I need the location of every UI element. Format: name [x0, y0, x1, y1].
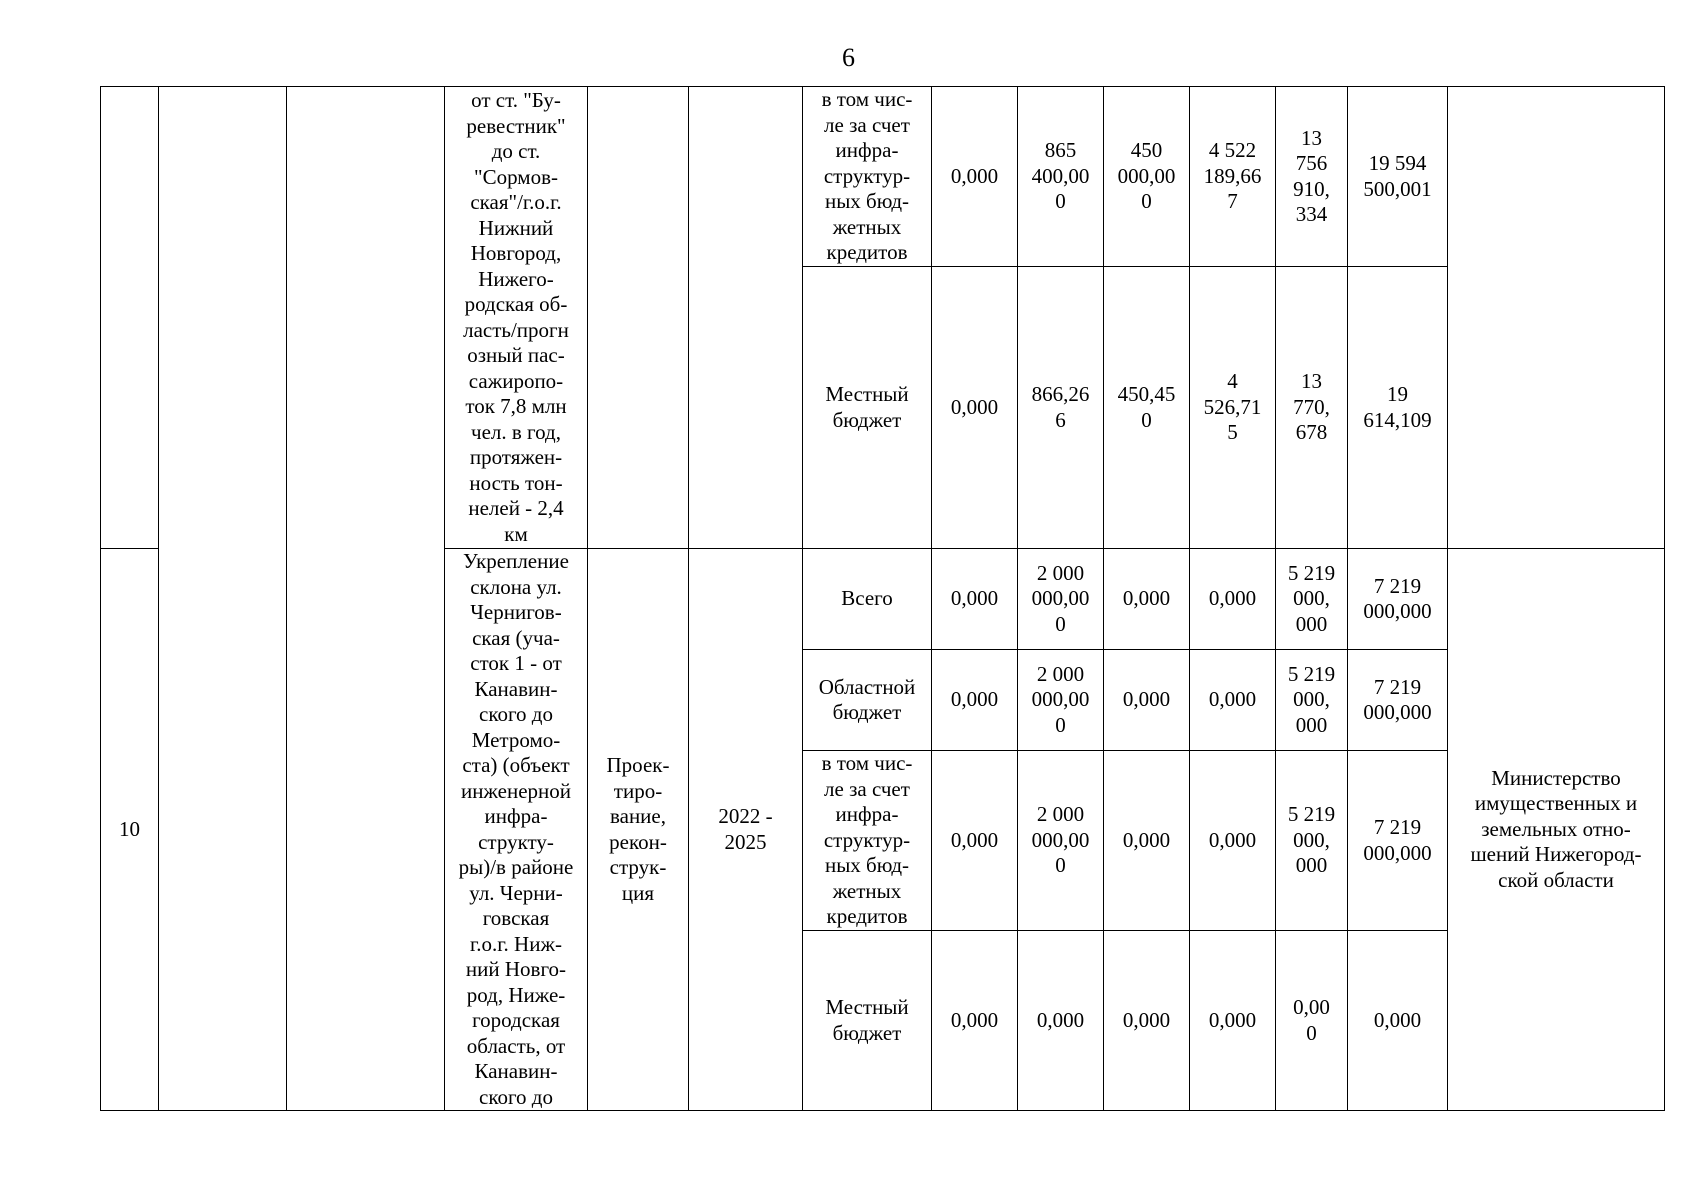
responsible-organization: Министерство имущественных и земельных отно- шений Нижегород- ской области: [1448, 549, 1665, 1111]
period-cell-prev: [689, 87, 803, 549]
responsible-cell-prev: [1448, 87, 1665, 549]
empty-cell-col2: [159, 87, 287, 1111]
value-cell: 5 219 000, 000: [1276, 650, 1348, 751]
work-type-cell-prev: [588, 87, 689, 549]
value-cell: 4 526,71 5: [1190, 267, 1276, 549]
value-cell: 0,000: [1104, 751, 1190, 931]
funding-source: Областной бюджет: [803, 650, 932, 751]
total-cell: 7 219 000,000: [1348, 751, 1448, 931]
total-cell: 19 594 500,001: [1348, 87, 1448, 267]
value-cell: 450 000,00 0: [1104, 87, 1190, 267]
value-cell: 0,000: [932, 87, 1018, 267]
value-cell: 0,000: [1104, 650, 1190, 751]
value-cell: 0,000: [1190, 751, 1276, 931]
funding-source: Всего: [803, 549, 932, 650]
value-cell: 0,000: [932, 931, 1018, 1111]
period-cell: 2022 - 2025: [689, 549, 803, 1111]
value-cell: 2 000 000,00 0: [1018, 650, 1104, 751]
value-cell: 0,000: [1104, 931, 1190, 1111]
total-cell: 0,000: [1348, 931, 1448, 1111]
object-description-prev: от ст. "Бу- ревестник" до ст. "Сормов- ская"/г.о.г. Нижний Новгород, Нижего- родская об- ласть/прогн озный пас- сажиропо- ток 7,8 млн чел. в год, протяжен- ность тон- нелей - 2,4 км: [445, 87, 588, 549]
value-cell: 0,000: [1190, 549, 1276, 650]
value-cell: 2 000 000,00 0: [1018, 549, 1104, 650]
funding-source: Местный бюджет: [803, 267, 932, 549]
total-cell: 7 219 000,000: [1348, 549, 1448, 650]
total-cell: 7 219 000,000: [1348, 650, 1448, 751]
value-cell: 5 219 000, 000: [1276, 751, 1348, 931]
budget-table: [100, 86, 1665, 1111]
value-cell: 450,45 0: [1104, 267, 1190, 549]
value-cell: 13 756 910, 334: [1276, 87, 1348, 267]
value-cell: 2 000 000,00 0: [1018, 751, 1104, 931]
row-number-cell-prev: [101, 87, 159, 549]
value-cell: 0,000: [1104, 549, 1190, 650]
value-cell: 0,000: [932, 650, 1018, 751]
total-cell: 19 614,109: [1348, 267, 1448, 549]
value-cell: 0,000: [932, 751, 1018, 931]
funding-source: Местный бюджет: [803, 931, 932, 1111]
value-cell: 0,000: [932, 549, 1018, 650]
value-cell: 0,000: [932, 267, 1018, 549]
value-cell: 0,000: [1018, 931, 1104, 1111]
work-type-cell: Проек- тиро- вание, рекон- струк- ция: [588, 549, 689, 1111]
table-row: [101, 87, 1665, 267]
object-description: Укрепление склона ул. Чернигов- ская (уча- сток 1 - от Канавин- ского до Метромо- ста) (объект инженерной инфра- структу- ры)/в районе ул. Черни- говская г.о.г. Ниж- ний Новго- род, Ниже- городская область, от Канавин- ского до: [445, 549, 588, 1111]
value-cell: 5 219 000, 000: [1276, 549, 1348, 650]
value-cell: 866,26 6: [1018, 267, 1104, 549]
value-cell: 865 400,00 0: [1018, 87, 1104, 267]
value-cell: 13 770, 678: [1276, 267, 1348, 549]
page-number: 6: [842, 43, 855, 72]
funding-source: в том чис- ле за счет инфра- структур- ных бюд- жетных кредитов: [803, 751, 932, 931]
empty-cell-col3: [287, 87, 445, 1111]
funding-source: в том чис- ле за счет инфра- структур- ных бюд- жетных кредитов: [803, 87, 932, 267]
value-cell: 4 522 189,66 7: [1190, 87, 1276, 267]
value-cell: 0,00 0: [1276, 931, 1348, 1111]
row-number-cell: 10: [101, 549, 159, 1111]
value-cell: 0,000: [1190, 931, 1276, 1111]
value-cell: 0,000: [1190, 650, 1276, 751]
